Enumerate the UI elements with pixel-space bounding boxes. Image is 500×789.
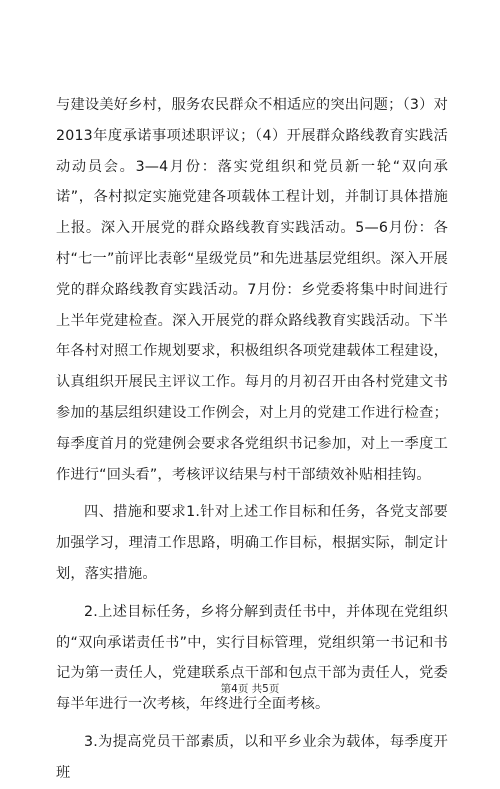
paragraph-measures-3: 3.为提高党员干部素质，以和平乡业余为载体，每季度开班 [56, 733, 448, 781]
paragraph-schedule: 与建设美好乡村，服务农民群众不相适应的突出问题；（3）对2013年度承诺事项述职评议；（4）开展群众路线教育实践活动动员会。3—4月份：落实党组织和党员新一轮“双向承诺”，各村拟定实施党建各项载体工程计划，并制订具体措施上报。深入开展党的群众路线教育实践活动。5—6月份：各村“七一”前评比表彰“星级党员”和先进基层党组织。深入开展党的群众路线教育实践活动。7月份：乡党委将集中时间进行上半年党建检查。深入开展党的群众路线教育实践活动。下半年各村对照工作规划要求，积极组织各项党建载体工程建设，认真组织开展民主评议工作。每月的月初召开由各村党建文书参加的基层组织建设工作例会，对上月的党建工作进行检查；每季度首月的党建例会要求各党组织书记参加，对上一季度工作进行“回头看”，考核评议结果与村干部绩效补贴相挂钩。 [56, 97, 448, 483]
paragraph-measures-2: 2.上述目标任务，乡将分解到责任书中，并体现在党组织的“双向承诺责任书”中，实行目标管理，党组织第一书记和书记为第一责任人，党建联系点干部和包点干部为责任人，党委每半年进行一次考核，年终进行全面考核。 [56, 603, 448, 713]
paragraph-gap [56, 490, 448, 497]
paragraph-measures-1: 四、措施和要求1.针对上述工作目标和任务，各党支部要加强学习，理清工作思路，明确工作目标，根据实际，制定计划，落实措施。 [56, 504, 448, 582]
page-footer: 第4页 共5页 [220, 683, 280, 695]
paragraph-gap [56, 590, 448, 597]
paragraph-gap [56, 720, 448, 727]
